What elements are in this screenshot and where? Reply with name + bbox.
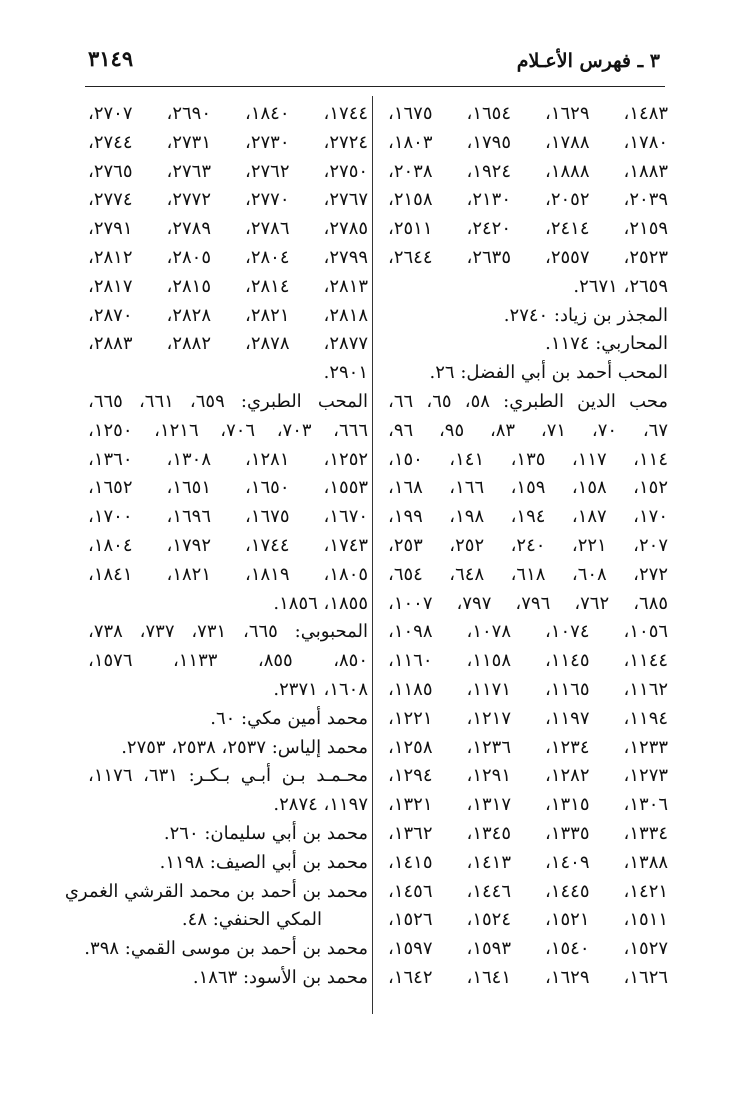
index-line: ١٧٨٠، ١٧٨٨، ١٧٩٥، ١٨٠٣، <box>388 131 669 153</box>
index-line: ١٤٨٣، ١٦٢٩، ١٦٥٤، ١٦٧٥، <box>388 103 669 124</box>
index-line: ٢٨١٨، ٢٨٢١، ٢٨٢٨، ٢٨٧٠، <box>88 304 369 326</box>
index-line: محـمـد بـن أبـي بـكـر: ٦٣١، ١١٧٦، <box>88 765 368 787</box>
index-line: ٢٠٧، ٢٢١، ٢٤٠، ٢٥٢، ٢٥٣، <box>388 534 669 556</box>
index-line: المحبوبي: ٦٦٥، ٧٣١، ٧٣٧، ٧٣٨، <box>88 621 369 643</box>
index-line: ١٨٠٥، ١٨١٩، ١٨٢١، ١٨٤١، <box>88 563 369 585</box>
index-line: ٦٧، ٧٠، ٧١، ٨٣، ٩٥، ٩٦، <box>388 419 668 441</box>
index-line: ١٥٢، ١٥٨، ١٥٩، ١٦٦، ١٦٨، <box>388 477 669 499</box>
index-line: ١٥١١، ١٥٢١، ١٥٢٤، ١٥٢٦، <box>388 909 669 931</box>
index-line: المحب الطبري: ٦٥٩، ٦٦١، ٦٦٥، <box>88 390 368 412</box>
index-line: محب الدين الطبري: ٥٨، ٦٥، ٦٦، <box>388 390 668 412</box>
index-line: ١١٩٤، ١١٩٧، ١٢١٧، ١٢٢١، <box>388 707 669 729</box>
index-line: محمد إلياس: ٢٥٣٧، ٢٥٣٨، ٢٧٥٣. <box>121 736 368 758</box>
index-line: ١١٤٤، ١١٤٥، ١١٥٨، ١١٦٠، <box>388 650 669 672</box>
index-line: ١٦٢٦، ١٦٢٩، ١٦٤١، ١٦٤٢، <box>388 966 669 988</box>
index-line: ١١٦٢، ١١٦٥، ١١٧١، ١١٨٥، <box>388 678 669 700</box>
index-line: ٨٥٠، ٨٥٥، ١١٣٣، ١٥٧٦، <box>88 650 369 672</box>
index-line: محمد بن أبي سليمان: ٢٦٠. <box>163 822 368 844</box>
index-line: ٢٥٢٣، ٢٥٥٧، ٢٦٣٥، ٢٦٤٤، <box>388 246 669 268</box>
index-line: ١٣٣٤، ١٣٣٥، ١٣٤٥، ١٣٦٢، <box>388 822 669 844</box>
index-line: ٢٨٧٧، ٢٨٧٨، ٢٨٨٢، ٢٨٨٣، <box>88 333 369 355</box>
index-line: ٢٠٣٩، ٢٠٥٢، ٢١٣٠، ٢١٥٨، <box>388 189 669 211</box>
index-line: ٦٦٦، ٧٠٣، ٧٠٦، ١٢١٦، ١٢٥٠، <box>88 419 369 441</box>
right-column <box>388 100 668 993</box>
index-line: ٢٧٨٥، ٢٧٨٦، ٢٧٨٩، ٢٧٩١، <box>88 218 369 240</box>
index-line: ١٥٢٧، ١٥٤٠، ١٥٩٣، ١٥٩٧، <box>388 938 669 960</box>
index-line: ١٠٥٦، ١٠٧٤، ١٠٧٨، ١٠٩٨، <box>388 621 669 643</box>
index-line: المكي الحنفي: ٤٨. <box>181 909 322 931</box>
index-line: محمد بن أحمد بن محمد القرشي الغمري <box>64 880 368 902</box>
running-title: ٣ ـ فهرس الأعـلام <box>516 50 660 72</box>
index-line: المحاربي: ١١٧٤. <box>545 333 668 355</box>
index-line: محمد بن الأسود: ١٨٦٣. <box>192 966 368 988</box>
index-line: ٢٧٢، ٦٠٨، ٦١٨، ٦٤٨، ٦٥٤، <box>388 563 669 585</box>
index-line: ١٣٠٦، ١٣١٥، ١٣١٧، ١٣٢١، <box>388 794 669 816</box>
index-line: ٢٦٥٩، ٢٦٧١. <box>573 275 668 297</box>
index-line: محمد بن أبي الصيف: ١١٩٨. <box>159 851 368 873</box>
column-divider <box>372 96 373 1014</box>
index-line: ١٦٠٨، ٢٣٧١. <box>273 678 368 700</box>
index-line: محمد أمين مكي: ٦٠. <box>210 707 368 729</box>
index-line: ٢٧٢٤، ٢٧٣٠، ٢٧٣١، ٢٧٤٤، <box>88 131 369 153</box>
index-line: ٢٧٩٩، ٢٨٠٤، ٢٨٠٥، ٢٨١٢، <box>88 246 369 268</box>
page-header <box>88 44 660 78</box>
header-rule <box>85 86 665 87</box>
index-line: ٢٧٥٠، ٢٧٦٢، ٢٧٦٣، ٢٧٦٥، <box>88 160 369 182</box>
index-line: ٢٩٠١. <box>323 362 368 384</box>
page-number: ٣١٤٩ <box>88 46 134 71</box>
index-line: ١٧٤٤، ١٨٤٠، ٢٦٩٠، ٢٧٠٧، <box>88 103 369 124</box>
left-column <box>64 100 369 993</box>
index-line: ١١٤، ١١٧، ١٣٥، ١٤١، ١٥٠، <box>388 448 669 470</box>
index-line: ١٤٢١، ١٤٤٥، ١٤٤٦، ١٤٥٦، <box>388 880 669 902</box>
index-line: المحب أحمد بن أبي الفضل: ٢٦. <box>429 362 668 384</box>
index-line: ١٢٥٢، ١٢٨١، ١٣٠٨، ١٣٦٠، <box>88 448 369 470</box>
index-line: ٢١٥٩، ٢٤١٤، ٢٤٢٠، ٢٥١١، <box>388 218 669 240</box>
index-line: ١٥٥٣، ١٦٥٠، ١٦٥١، ١٦٥٢، <box>88 477 369 499</box>
index-line: ٦٨٥، ٧٦٢، ٧٩٦، ٧٩٧، ١٠٠٧، <box>388 592 669 614</box>
index-line: ١١٩٧، ٢٨٧٤. <box>273 794 368 816</box>
index-line: ١٧٤٣، ١٧٤٤، ١٧٩٢، ١٨٠٤، <box>88 534 369 556</box>
index-line: ١٢٣٣، ١٢٣٤، ١٢٣٦، ١٢٥٨، <box>388 736 669 758</box>
index-line: ١٨٥٥، ١٨٥٦. <box>273 592 368 614</box>
index-line: محمد بن أحمد بن موسى القمي: ٣٩٨. <box>84 938 368 960</box>
index-line: ١٢٧٣، ١٢٨٢، ١٢٩١، ١٢٩٤، <box>388 765 669 787</box>
index-line: ٢٨١٣، ٢٨١٤، ٢٨١٥، ٢٨١٧، <box>88 275 369 297</box>
index-line: ٢٧٦٧، ٢٧٧٠، ٢٧٧٢، ٢٧٧٤، <box>88 189 369 211</box>
index-line: ١٦٧٠، ١٦٧٥، ١٦٩٦، ١٧٠٠، <box>88 506 369 528</box>
index-line: ١٣٨٨، ١٤٠٩، ١٤١٣، ١٤١٥، <box>388 851 669 873</box>
index-line: ١٨٨٣، ١٨٨٨، ١٩٢٤، ٢٠٣٨، <box>388 160 669 182</box>
index-line: المجذر بن زياد: ٢٧٤٠. <box>503 304 668 326</box>
index-line: ١٧٠، ١٨٧، ١٩٤، ١٩٨، ١٩٩، <box>388 506 669 528</box>
